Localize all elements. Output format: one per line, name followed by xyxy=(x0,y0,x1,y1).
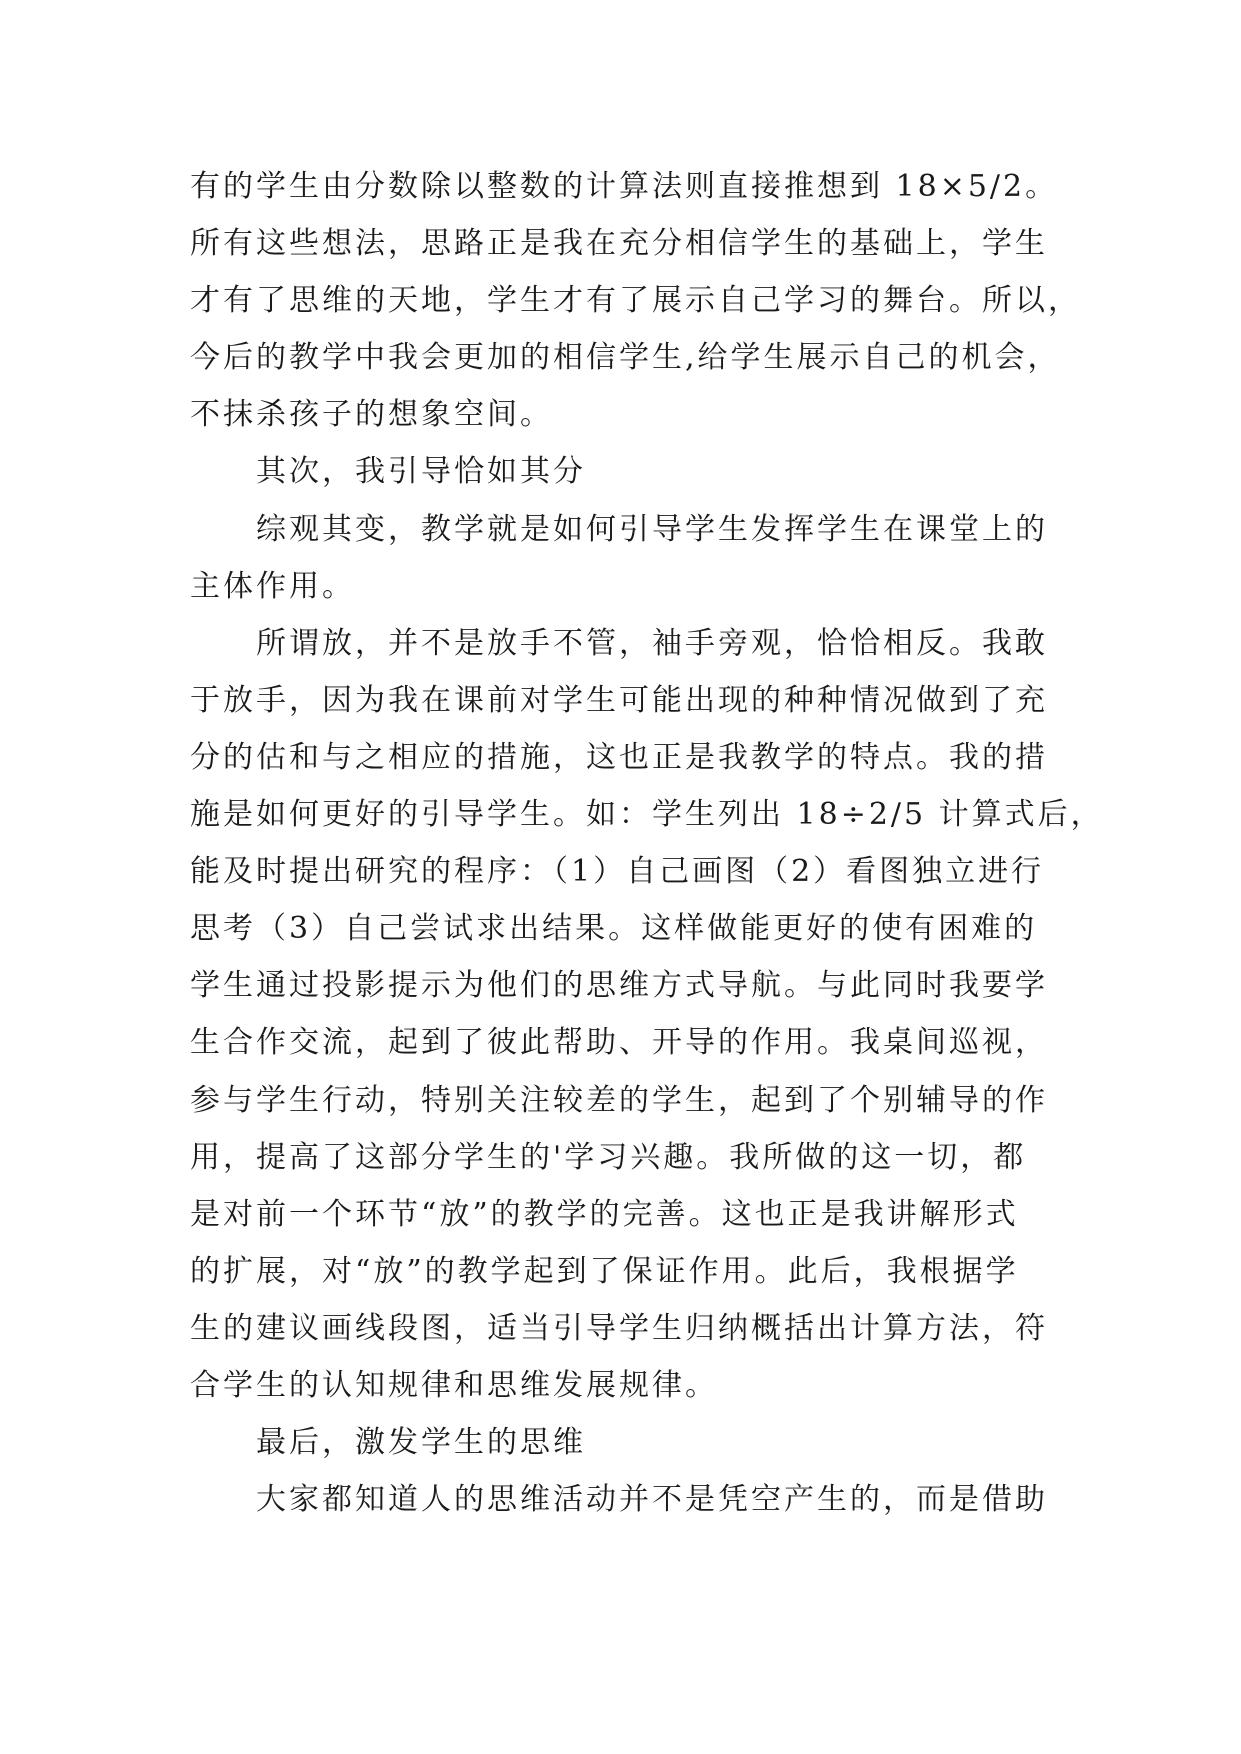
text-line: 分的估和与之相应的措施，这也正是我教学的特点。我的措 xyxy=(190,739,1048,775)
text-line: 所谓放，并不是放手不管，袖手旁观，恰恰相反。我敢 xyxy=(256,625,1048,661)
text-line: 思考（3）自己尝试求出结果。这样做能更好的使有困难的 xyxy=(190,911,1038,947)
document-body xyxy=(190,158,1104,1528)
text-line: 用，提高了这部分学生的'学习兴趣。我所做的这一切，都 xyxy=(190,1139,1027,1175)
text-line: 不抹杀孩子的想象空间。 xyxy=(190,397,553,433)
text-line: 今后的教学中我会更加的相信学生,给学生展示自己的机会， xyxy=(190,340,1061,376)
text-line: 施是如何更好的引导学生。如：学生列出 18÷2/5 计算式后， xyxy=(190,797,1104,833)
text-line: 于放手，因为我在课前对学生可能出现的种种情况做到了充 xyxy=(190,682,1048,718)
text-line: 有的学生由分数除以整数的计算法则直接推想到 18×5/2。 xyxy=(190,169,1059,204)
text-line: 合学生的认知规律和思维发展规律。 xyxy=(190,1367,718,1403)
text-line: 生的建议画线段图，适当引导学生归纳概括出计算方法，符 xyxy=(190,1310,1048,1346)
text-line: 是对前一个环节“放”的教学的完善。这也正是我讲解形式 xyxy=(190,1196,1019,1232)
text-line: 主体作用。 xyxy=(190,568,355,604)
text-line: 综观其变，教学就是如何引导学生发挥学生在课堂上的 xyxy=(256,511,1048,547)
text-line: 大家都知道人的思维活动并不是凭空产生的，而是借助 xyxy=(256,1482,1048,1518)
text-line: 学生通过投影提示为他们的思维方式导航。与此同时我要学 xyxy=(190,968,1048,1004)
text-line: 能及时提出研究的程序：（1）自己画图（2）看图独立进行 xyxy=(190,854,1045,890)
text-line: 才有了思维的天地，学生才有了展示自己学习的舞台。所以， xyxy=(190,283,1081,319)
text-line: 其次，我引导恰如其分 xyxy=(256,454,586,490)
text-line: 最后，激发学生的思维 xyxy=(256,1425,586,1461)
text-line: 参与学生行动，特别关注较差的学生，起到了个别辅导的作 xyxy=(190,1082,1048,1118)
text-line: 所有这些想法，思路正是我在充分相信学生的基础上，学生 xyxy=(190,226,1048,262)
text-line: 生合作交流，起到了彼此帮助、开导的作用。我桌间巡视， xyxy=(190,1025,1048,1061)
text-line: 的扩展，对“放”的教学起到了保证作用。此后，我根据学 xyxy=(190,1253,1019,1289)
